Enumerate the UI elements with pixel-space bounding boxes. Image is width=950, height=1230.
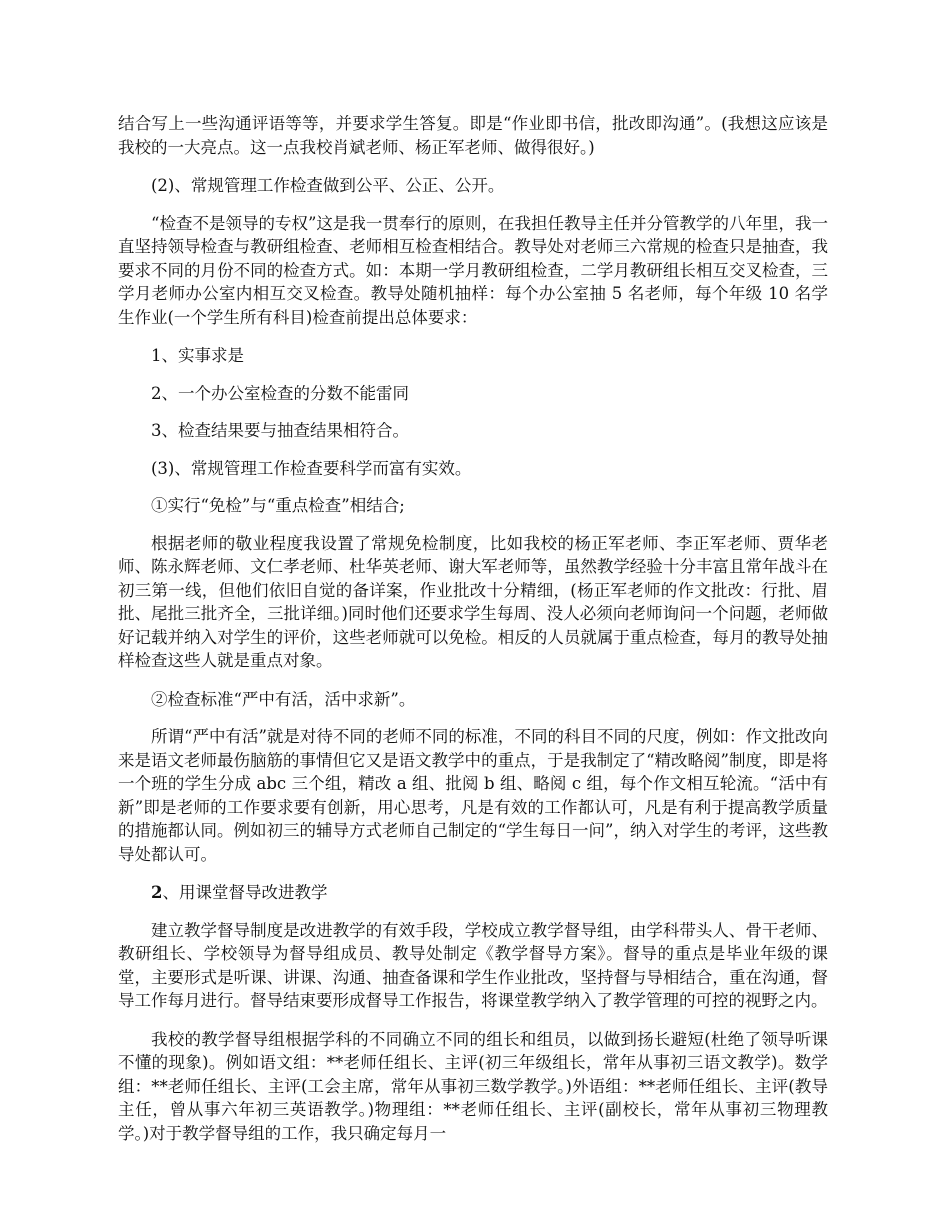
paragraph-1: 结合写上一些沟通评语等等，并要求学生答复。即是“作业即书信，批改即沟通”。(我想这应该是我校的一大亮点。这一点我校肖斌老师、杨正军老师、做得很好。) <box>118 114 828 157</box>
paragraph-supervision-groups: 我校的教学督导组根据学科的不同确立不同的组长和组员，以做到扬长避短(杜绝了领导听课不懂的现象)。例如语文组：**老师任组长、主评(初三年级组长，常年从事初三语文教学)。数学组：**老师任组长、主评(工会主席，常年从事初三数学教学。)外语组：**老师任组长、主评(教导主任，曾从事六年初三英语教学。)物理组：**老师任组长、主评(副校长，常年从事初三物理教学。)对于教学督导组的工作，我只确定每月一 <box>118 1029 828 1143</box>
section-title: 、用课堂督导改进教学 <box>162 883 328 902</box>
subheading-2: (2)、常规管理工作检查做到公平、公正、公开。 <box>151 176 505 195</box>
paragraph-exemption: 根据老师的敬业程度我设置了常规免检制度，比如我校的杨正军老师、李正军老师、贾华老师、陈永辉老师、文仁孝老师、杜华英老师、谢大军老师等，虽然教学经验十分丰富且常年战斗在初三第一线，但他们依旧自觉的备详案，作业批改十分精细，(杨正军老师的作文批改：行批、眉批、尾批三批齐全，三批详细。)同时他们还要求学生每周、没人必须向老师询问一个问题，老师做好记载并纳入对学生的评价，这些老师就可以免检。相反的人员就属于重点检查，每月的教导处抽样检查这些人就是重点对象。 <box>118 533 828 670</box>
list-item-2: 2、一个办公室检查的分数不能雷同 <box>151 383 409 403</box>
subheading-exemption: ①实行“免检”与“重点检查”相结合; <box>151 496 405 515</box>
subheading-3: (3)、常规管理工作检查要科学而富有实效。 <box>151 458 472 478</box>
list-item-3: 3、检查结果要与抽查结果相符合。 <box>151 421 409 440</box>
paragraph-supervision: 建立教学督导制度是改进教学的有效手段，学校成立教学督导组，由学科带头人、骨干老师、教研组长、学校领导为督导组成员、教导处制定《教学督导方案》。督导的重点是毕业年级的课堂，主要形式是听课、讲课、沟通、抽查备课和学生作业批改，坚持督与导相结合，重在沟通，督导工作每月进行。督导结束要形成督导工作报告，将课堂教学纳入了教学管理的可控的视野之内。 <box>118 920 828 1010</box>
paragraph-3: “检查不是领导的专权”这是我一贯奉行的原则，在我担任教导主任并分管教学的八年里，我一直坚持领导检查与教研组检查、老师相互检查相结合。教导处对老师三六常规的检查只是抽查，我要求不同的月份不同的检查方式。如：本期一学月教研组检查，二学月教研组长相互交叉检查，三学月老师办公室内相互交叉检查。教导处随机抽样：每个办公室抽 5 名老师，每个年级 10 名学生作业(一个学生所有科目)检查前提出总体要求： <box>118 213 828 327</box>
section-heading-2 <box>118 881 828 905</box>
paragraph-standard: 所谓“严中有活”就是对待不同的老师不同的标准，不同的科目不同的尺度，例如：作文批改向来是语文老师最伤脑筋的事情但它又是语文教学中的重点，于是我制定了“精改略阅”制度，即是将一个班的学生分成 abc 三个组，精改 a 组、批阅 b 组、略阅 c 组，每个作文相互轮流。“活中有新”即是老师的工作要求要有创新，用心思考，凡是有效的工作都认可，凡是有利于提高教学质量的措施都认同。例如初三的辅导方式老师自己制定的“学生每日一问”，纳入对学生的考评，这些教导处都认可。 <box>118 727 828 864</box>
list-item-1: 1、实事求是 <box>151 346 244 365</box>
section-number: 2 <box>151 883 163 902</box>
subheading-standard: ②检查标准“严中有活，活中求新”。 <box>151 689 416 709</box>
